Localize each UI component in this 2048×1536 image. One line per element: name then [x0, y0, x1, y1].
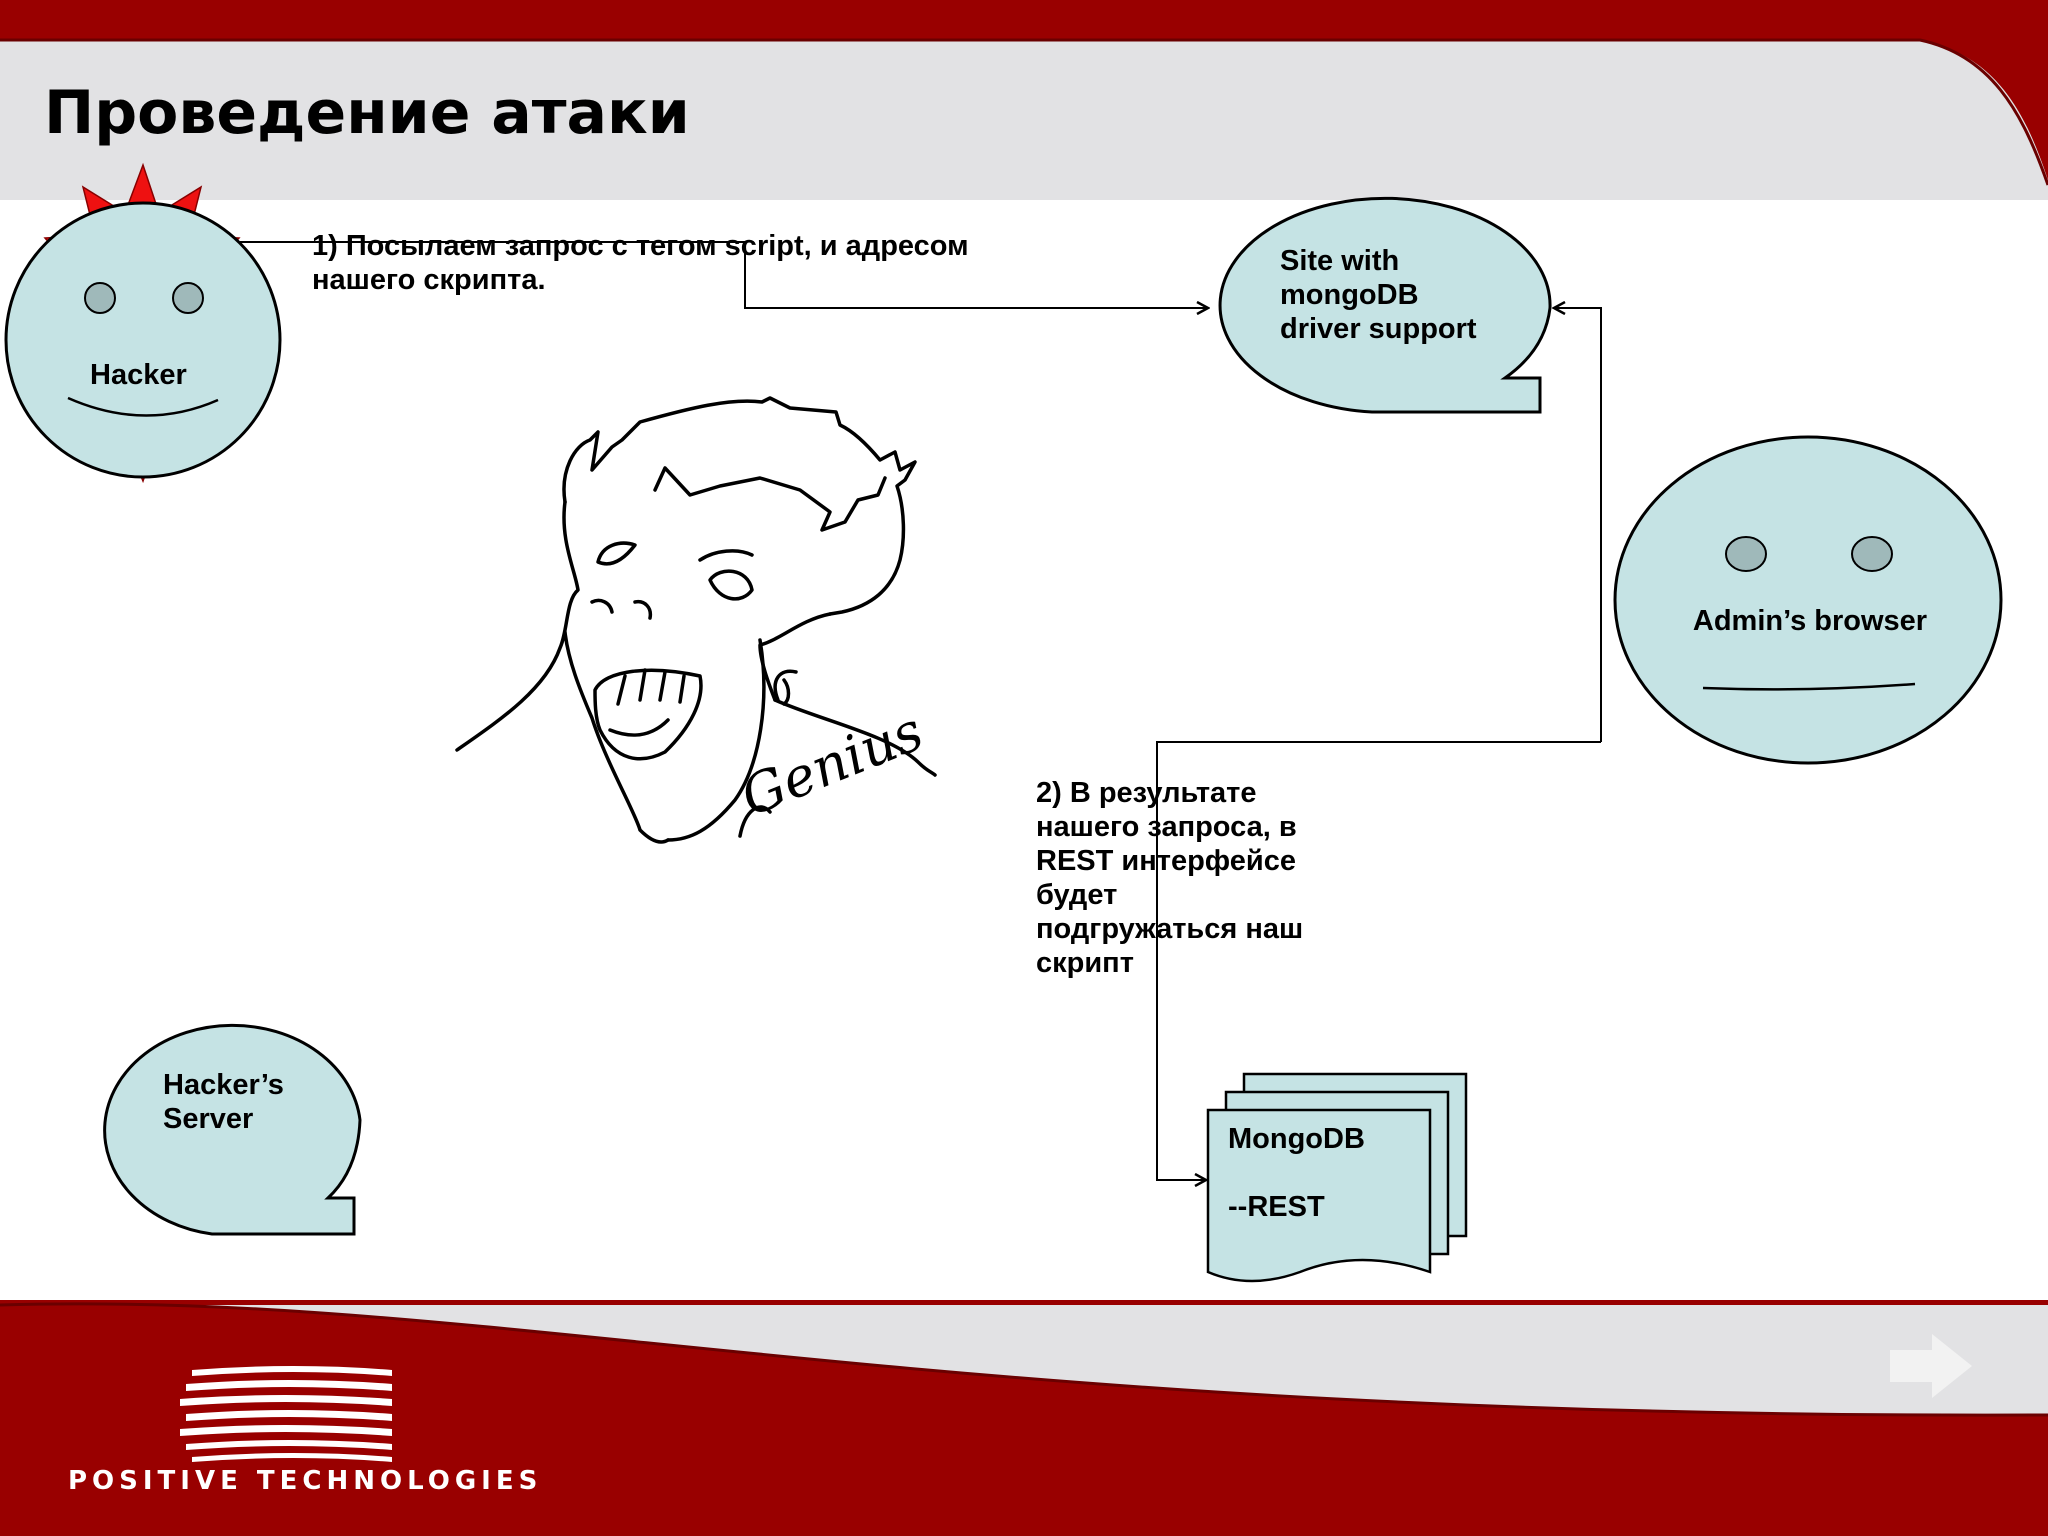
admin-left-eye — [1726, 537, 1766, 571]
hacker-label: Hacker — [90, 359, 187, 391]
site-label: Site with mongoDB driver support — [1280, 245, 1477, 345]
mongodb-label: MongoDB --REST — [1228, 1123, 1365, 1223]
step-1-text: 1) Посылаем запрос с тегом script, и адресом нашего скрипта. — [312, 230, 969, 296]
hacker-left-eye — [85, 283, 115, 313]
brand-name: POSITIVE TECHNOLOGIES — [68, 1466, 543, 1496]
step-2-text: 2) В результате нашего запроса, в REST интерфейсе будет подгружаться наш скрипт — [1036, 777, 1304, 979]
hacker-right-eye — [173, 283, 203, 313]
slide-title: Проведение атаки — [44, 78, 690, 148]
connector-admin-to-site — [1554, 308, 1601, 742]
hacker-node — [6, 165, 280, 481]
hackers-server-label: Hacker’s Server — [163, 1069, 284, 1135]
footer-band — [0, 1300, 2048, 1536]
admin-right-eye — [1852, 537, 1892, 571]
hacker-face — [6, 203, 280, 477]
genius-caption: Genius — [732, 699, 932, 829]
admin-browser-node — [1615, 437, 2001, 763]
admin-browser-label: Admin’s browser — [1692, 605, 1928, 637]
